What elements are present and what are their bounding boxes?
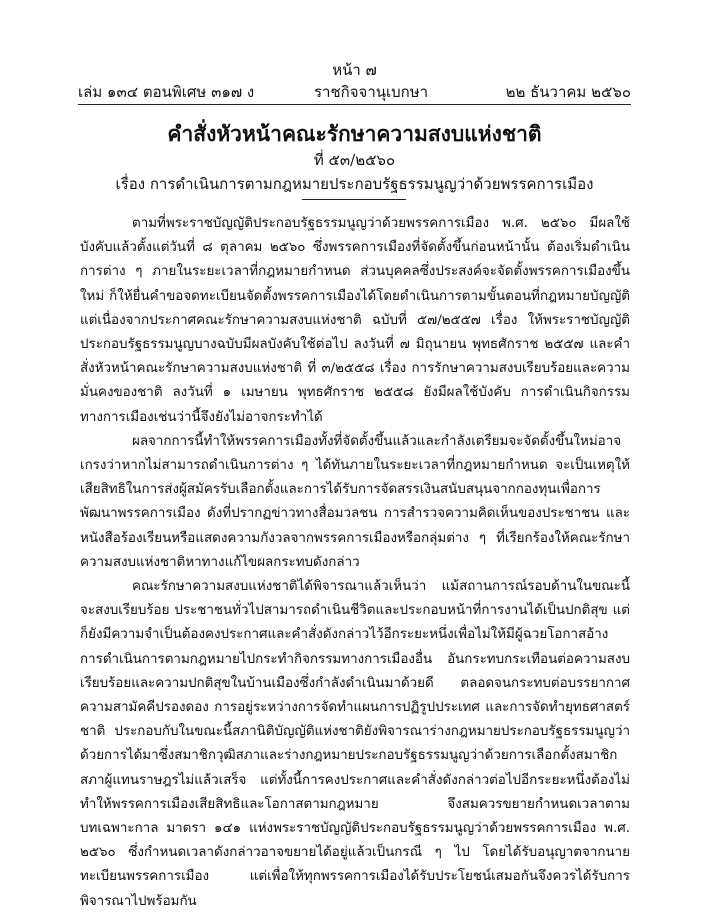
order-subject: เรื่อง การดำเนินการตามกฎหมายประกอบรัฐธรรมนูญว่าด้วยพรรคการเมือง — [115, 175, 594, 193]
order-title: คำสั่งหัวหน้าคณะรักษาความสงบแห่งชาติ — [167, 121, 542, 146]
body-paragraph: คณะรักษาความสงบแห่งชาติได้พิจารณาแล้วเห็นว่า แม้สถานการณ์รอบด้านในขณะนี้จะสงบเรียบร้อย ประชาชนทั่วไปสามารถดำเนินชีวิตและประกอบหน้าที่การงานได้เป็นปกติสุข แต่ก็ยังมีความจำเป็นต้องคงประกาศและคำสั่งดังกล่าวไว้อีกระยะหนึ่งเพื่อไม่ให้มีผู้ฉวยโอกาสอ้างการดำเนินการตามกฎหมายไปกระทำกิจกรรมทางการเมืองอื่น อันกระทบกระเทือนต่อความสงบเรียบร้อยและความปกติสุขในบ้านเมืองซึ่งกำลังดำเนินมาด้วยดี ตลอดจนกระทบต่อบรรยากาศความสามัคคีปรองดอง การอยู่ระหว่างการจัดทำแผนการปฏิรูปประเทศ และการจัดทำยุทธศาสตร์ชาติ ประกอบกับในขณะนี้สภานิติบัญญัติแห่งชาติยังพิจารณาร่างกฎหมายประกอบรัฐธรรมนูญว่าด้วยการได้มาซึ่งสมาชิกวุฒิสภาและร่างกฎหมายประกอบรัฐธรรมนูญว่าด้วยการเลือกตั้งสมาชิกสภาผู้แทนราษฎรไม่แล้วเสร็จ แต่ทั้งนี้การคงประกาศและคำสั่งดังกล่าวต่อไปอีกระยะหนึ่งต้องไม่ทำให้พรรคการเมืองเสียสิทธิและโอกาสตามกฎหมาย จึงสมควรขยายกำหนดเวลาตามบทเฉพาะกาล มาตรา ๑๔๑ แห่งพระราชบัญญัติประกอบรัฐธรรมนูญว่าด้วยพรรคการเมือง พ.ศ. ๒๕๖๐ ซึ่งกำหนดเวลาดังกล่าวอาจขยายได้อยู่แล้วเป็นกรณี ๆ ไป โดยได้รับอนุญาตจากนายทะเบียนพรรคการเมือง แต่เพื่อให้ทุกพรรคการเมืองได้รับประโยชน์เสมอกันจึงควรได้รับการพิจารณาไปพร้อมกัน — [80, 579, 630, 909]
body-paragraph: ผลจากการนี้ทำให้พรรคการเมืองทั้งที่จัดตั้งขึ้นแล้วและกำลังเตรียมจะจัดตั้งขึ้นใหม่อาจเกรงว่าหากไม่สามารถดำเนินการต่าง ๆ ได้ทันภายในระยะเวลาที่กฎหมายกำหนด จะเป็นเหตุให้เสียสิทธิในการส่งผู้สมัครรับเลือกตั้งและการได้รับการจัดสรรเงินสนับสนุนจากกองทุนเพื่อการพัฒนาพรรคการเมือง ดังที่ปรากฏข่าวทางสื่อมวลชน การสำรวจความคิดเห็นของประชาชน และหนังสือร้องเรียนหรือแสดงความกังวลจากพรรคการเมืองหรือกลุ่มต่าง ๆ ที่เรียกร้องให้คณะรักษาความสงบแห่งชาติหาทางแก้ไขผลกระทบดังกล่าว — [80, 433, 630, 570]
subject-divider — [302, 199, 406, 200]
order-body — [80, 212, 630, 914]
page-number: หน้า ๗ — [332, 61, 377, 79]
publication-date: ๒๒ ธันวาคม ๒๕๖๐ — [505, 83, 631, 101]
volume-issue: เล่ม ๑๓๔ ตอนพิเศษ ๓๑๗ ง — [78, 83, 255, 101]
body-paragraph: ตามที่พระราชบัญญัติประกอบรัฐธรรมนูญว่าด้วยพรรคการเมือง พ.ศ. ๒๕๖๐ มีผลใช้บังคับแล้วตั้งแต่วันที่ ๘ ตุลาคม ๒๕๖๐ ซึ่งพรรคการเมืองที่จัดตั้งขึ้นก่อนหน้านั้น ต้องเริ่มดำเนินการต่าง ๆ ภายในระยะเวลาที่กฎหมายกำหนด ส่วนบุคคลซึ่งประสงค์จะจัดตั้งพรรคการเมืองขึ้นใหม่ ก็ให้ยื่นคำขอจดทะเบียนจัดตั้งพรรคการเมืองได้โดยดำเนินการตามขั้นตอนที่กฎหมายบัญญัติ แต่เนื่องจากประกาศคณะรักษาความสงบแห่งชาติ ฉบับที่ ๕๗/๒๕๕๗ เรื่อง ให้พระราชบัญญัติประกอบรัฐธรรมนูญบางฉบับมีผลบังคับใช้ต่อไป ลงวันที่ ๗ มิถุนายน พุทธศักราช ๒๕๕๗ และคำสั่งหัวหน้าคณะรักษาความสงบแห่งชาติ ที่ ๓/๒๕๕๘ เรื่อง การรักษาความสงบเรียบร้อยและความมั่นคงของชาติ ลงวันที่ ๑ เมษายน พุทธศักราช ๒๕๕๘ ยังมีผลใช้บังคับ การดำเนินกิจกรรมทางการเมืองเช่นว่านี้จึงยังไม่อาจกระทำได้ — [80, 216, 630, 425]
header-divider — [78, 104, 631, 105]
gazette-name: ราชกิจจานุเบกษา — [314, 83, 429, 101]
order-number: ที่ ๕๓/๒๕๖๐ — [313, 151, 396, 169]
gazette-header — [78, 80, 631, 102]
